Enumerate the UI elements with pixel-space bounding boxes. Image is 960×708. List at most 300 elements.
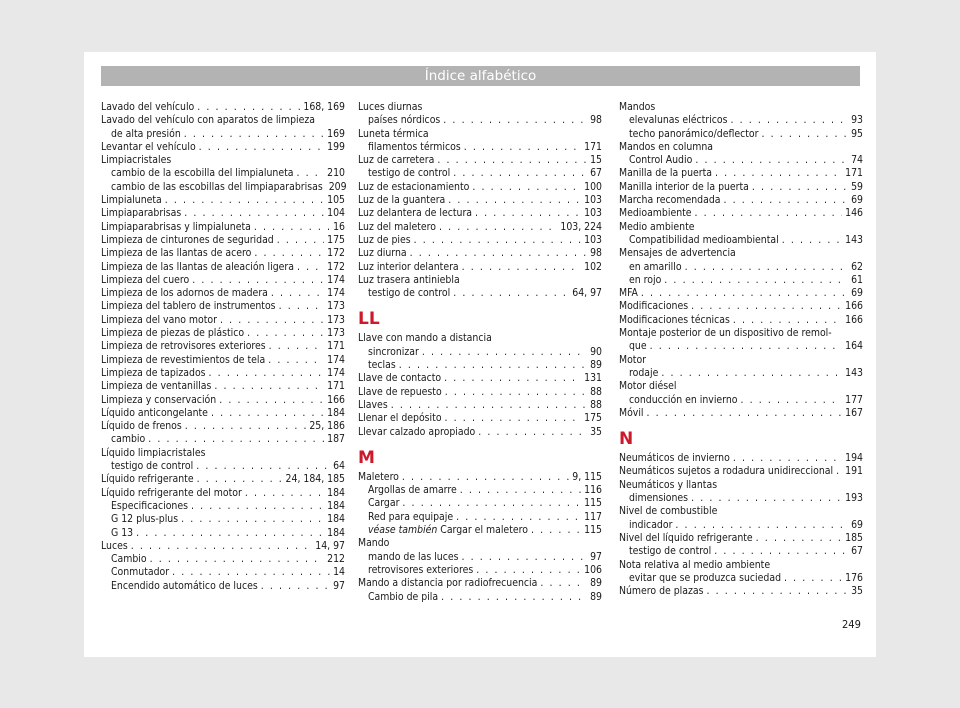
page-reference: 95: [851, 127, 863, 140]
entry-term: Modificaciones: [619, 300, 689, 313]
dot-leader: [464, 141, 581, 154]
entry-term: Neumáticos y llantas: [619, 478, 718, 491]
index-subentry: [358, 591, 602, 604]
entry-term: testigo de control: [629, 545, 712, 558]
entry-term: Mando a distancia por radiofrecuencia: [358, 577, 538, 590]
dot-leader: [782, 234, 842, 247]
letter-heading: LL: [358, 309, 380, 330]
dot-leader: [220, 314, 324, 327]
dot-leader: [172, 566, 330, 579]
dot-leader: [254, 247, 324, 260]
index-subentry: [358, 564, 602, 577]
page-reference: 89: [590, 590, 602, 603]
page-reference: 184: [327, 486, 345, 499]
page-reference: 88: [590, 385, 602, 398]
page-reference: 25, 186: [309, 420, 345, 433]
see-also-label: véase también: [368, 524, 438, 537]
dot-leader: [460, 484, 581, 497]
index-entry: [619, 287, 863, 300]
entry-term: MFA: [619, 287, 638, 300]
index-subentry: [101, 433, 345, 446]
index-entry: [619, 327, 863, 340]
dot-leader: [402, 497, 581, 510]
page-reference: 69: [851, 518, 863, 531]
index-entry: [101, 300, 345, 313]
index-subentry: [101, 553, 345, 566]
index-entry: [101, 367, 345, 380]
index-entry: [619, 194, 863, 207]
entry-term: Limpieza de los adornos de madera: [101, 287, 268, 300]
page-reference: 16: [333, 220, 345, 233]
index-entry: [358, 332, 602, 345]
dot-leader: [271, 287, 324, 300]
index-entry: [101, 340, 345, 353]
dot-leader: [441, 591, 587, 604]
dot-leader: [531, 524, 581, 537]
dot-leader: [268, 354, 324, 367]
dot-leader: [199, 141, 324, 154]
index-subentry: [358, 114, 602, 127]
index-entry: [101, 380, 345, 393]
page-reference: 67: [590, 167, 602, 180]
page-reference: 168, 169: [303, 101, 345, 113]
dot-leader: [185, 420, 307, 433]
page-reference: 115: [584, 497, 602, 510]
index-subentry: [358, 511, 602, 524]
dot-leader: [730, 114, 848, 127]
index-subentry: [101, 167, 345, 180]
dot-leader: [254, 221, 330, 234]
page-reference: 166: [845, 313, 863, 326]
index-subentry: [619, 274, 863, 287]
index-entry: [101, 540, 345, 553]
dot-leader: [472, 181, 581, 194]
index-entry: [101, 407, 345, 420]
page-reference: 174: [327, 353, 345, 366]
index-subentry: [101, 181, 345, 194]
index-column-2: [358, 101, 602, 604]
index-entry: [358, 207, 602, 220]
dot-leader: [650, 340, 843, 353]
index-entry: [101, 101, 345, 114]
dot-leader: [756, 532, 842, 545]
page-reference: 69: [851, 194, 863, 207]
entry-term: dimensiones: [629, 492, 689, 505]
page-reference: 89: [590, 577, 602, 590]
index-entry: [358, 247, 602, 260]
entry-term: Montaje posterior de un dispositivo de remol-: [619, 327, 832, 340]
page-reference: 93: [851, 114, 863, 127]
index-entry: [619, 585, 863, 598]
entry-term: Manilla de la puerta: [619, 167, 713, 180]
index-subentry: [358, 167, 602, 180]
index-entry: [358, 577, 602, 590]
page-reference: 174: [327, 287, 345, 300]
index-entry: [619, 141, 863, 154]
page-reference: 14, 97: [315, 539, 345, 552]
entry-term: cambio de las escobillas del limpiaparabrisas: [111, 180, 323, 193]
page-reference: 97: [590, 550, 602, 563]
entry-term: Mandos en columna: [619, 140, 714, 153]
letter-heading: N: [619, 429, 634, 450]
dot-leader: [150, 553, 325, 566]
index-subentry: [358, 359, 602, 372]
dot-leader: [196, 460, 330, 473]
index-entry: [101, 261, 345, 274]
index-entry: [101, 354, 345, 367]
entry-term: testigo de control: [368, 287, 451, 300]
dot-leader: [181, 513, 324, 526]
index-subentry: [101, 527, 345, 540]
page-reference: 64: [333, 460, 345, 473]
entry-term: Encendido automático de luces: [111, 579, 258, 592]
dot-leader: [784, 572, 842, 585]
entry-term: Luz del maletero: [358, 220, 437, 233]
entry-term: [368, 524, 528, 537]
entry-term: Llaves: [358, 398, 388, 411]
dot-leader: [297, 261, 324, 274]
page-reference: 9, 115: [572, 470, 602, 483]
entry-term: Llevar calzado apropiado: [358, 425, 476, 438]
entry-term: Llave de repuesto: [358, 385, 442, 398]
page-reference: 15: [590, 154, 602, 167]
dot-leader: [741, 394, 843, 407]
entry-term: Limpiaparabrisas: [101, 207, 182, 220]
index-entry: [358, 274, 602, 287]
entry-term: G 12 plus-plus: [111, 513, 179, 526]
index-entry: [101, 420, 345, 433]
page-reference: 173: [327, 313, 345, 326]
index-entry: [101, 234, 345, 247]
dot-leader: [391, 399, 587, 412]
entry-term: Luz diurna: [358, 247, 407, 260]
dot-leader: [475, 207, 581, 220]
index-entry: [358, 372, 602, 385]
page-reference: 103: [584, 194, 602, 207]
entry-term: Motor diésel: [619, 380, 677, 393]
index-entry: [358, 537, 602, 550]
entry-term: Manilla interior de la puerta: [619, 180, 749, 193]
index-subentry: [358, 551, 602, 564]
index-column-1: [101, 101, 345, 593]
index-entry: [101, 194, 345, 207]
index-entry: [619, 181, 863, 194]
entry-term: Neumáticos de invierno: [619, 452, 730, 465]
dot-leader: [444, 372, 581, 385]
entry-term: Mensajes de advertencia: [619, 247, 736, 260]
page-reference: 116: [584, 484, 602, 497]
entry-term: G 13: [111, 526, 134, 539]
index-entry: [619, 407, 863, 420]
page-reference: 90: [590, 345, 602, 358]
entry-term: Medioambiente: [619, 207, 692, 220]
entry-term: Especificaciones: [111, 499, 188, 512]
entry-term: Luz de carretera: [358, 154, 435, 167]
index-entry: [619, 559, 863, 572]
dot-leader: [399, 359, 587, 372]
entry-term: Limpiacristales: [101, 154, 172, 167]
dot-leader: [695, 154, 848, 167]
index-entry: [358, 426, 602, 439]
dot-leader: [685, 261, 849, 274]
entry-term: Luz trasera antiniebla: [358, 273, 460, 286]
page-reference: 61: [851, 273, 863, 286]
dot-leader: [478, 426, 587, 439]
page-reference: 102: [584, 260, 602, 273]
entry-term: indicador: [629, 518, 673, 531]
entry-term: Mando: [358, 537, 390, 550]
entry-term: Cargar: [368, 497, 400, 510]
page-reference: 166: [845, 300, 863, 313]
dot-leader: [647, 407, 843, 420]
index-subentry: [619, 394, 863, 407]
page-reference: 89: [590, 359, 602, 372]
page-reference: 104: [327, 207, 345, 220]
entry-term: Limpieza de ventanillas: [101, 380, 212, 393]
entry-term: cambio de la escobilla del limpialuneta: [111, 167, 294, 180]
index-entry: [619, 167, 863, 180]
entry-term: filamentos térmicos: [368, 140, 461, 153]
dot-leader: [462, 261, 582, 274]
entry-term: Luz de pies: [358, 233, 411, 246]
dot-leader: [131, 540, 313, 553]
dot-leader: [296, 167, 324, 180]
entry-term: Móvil: [619, 406, 644, 419]
index-entry: [358, 261, 602, 274]
page-reference: 164: [845, 340, 863, 353]
index-entry: [358, 101, 602, 114]
page-reference: 97: [333, 579, 345, 592]
dot-leader: [247, 327, 324, 340]
entry-term: en rojo: [629, 273, 662, 286]
dot-leader: [279, 300, 325, 313]
entry-term: Motor: [619, 353, 647, 366]
entry-term: Limpieza y conservación: [101, 393, 217, 406]
page-reference: 184: [327, 406, 345, 419]
page-reference: 199: [327, 140, 345, 153]
dot-leader: [443, 114, 587, 127]
page-reference: 35: [851, 585, 863, 598]
entry-term: que: [629, 340, 647, 353]
page-reference: 184: [327, 513, 345, 526]
entry-term: Maletero: [358, 470, 399, 483]
dot-leader: [540, 577, 587, 590]
index-entry: [101, 473, 345, 486]
entry-term: Luces: [101, 539, 128, 552]
index-entry: [358, 194, 602, 207]
page-reference: 172: [327, 260, 345, 273]
index-subentry: [358, 287, 602, 300]
index-entry: [358, 399, 602, 412]
page-reference: 171: [327, 380, 345, 393]
entry-term: Neumáticos sujetos a rodadura unidireccional: [619, 465, 834, 478]
dot-leader: [836, 465, 842, 478]
dot-leader: [462, 551, 588, 564]
index-entry: [619, 101, 863, 114]
entry-term: Limpieza de revestimientos de tela: [101, 353, 266, 366]
page-reference: 98: [590, 247, 602, 260]
page-reference: 171: [584, 140, 602, 153]
index-entry: [101, 487, 345, 500]
page-reference: 74: [851, 154, 863, 167]
entry-term: Líquido limpiacristales: [101, 446, 206, 459]
page-reference: 174: [327, 273, 345, 286]
page-reference: 166: [327, 393, 345, 406]
dot-leader: [277, 234, 324, 247]
dot-leader: [197, 101, 300, 114]
entry-term: Limpieza de las llantas de acero: [101, 247, 252, 260]
dot-leader: [707, 585, 849, 598]
entry-term: países nórdicos: [368, 114, 441, 127]
index-entry: [619, 532, 863, 545]
index-entry: [101, 447, 345, 460]
entry-term: teclas: [368, 359, 396, 372]
index-subentry: [101, 580, 345, 593]
dot-leader: [165, 194, 324, 207]
index-entry: [358, 154, 602, 167]
page-reference: 88: [590, 398, 602, 411]
entry-term: sincronizar: [368, 345, 419, 358]
index-subentry: [101, 566, 345, 579]
dot-leader: [437, 154, 587, 167]
entry-term: Limpieza de tapizados: [101, 366, 206, 379]
entry-term: Red para equipaje: [368, 510, 454, 523]
dot-leader: [675, 519, 848, 532]
page-reference: 174: [327, 366, 345, 379]
index-subentry: [619, 492, 863, 505]
dot-leader: [245, 487, 324, 500]
dot-leader: [733, 452, 842, 465]
dot-leader: [752, 181, 848, 194]
dot-leader: [733, 314, 842, 327]
index-entry: [101, 207, 345, 220]
dot-leader: [724, 194, 849, 207]
index-entry: [619, 452, 863, 465]
entry-term: Argollas de amarre: [368, 484, 457, 497]
entry-term: Llenar el depósito: [358, 412, 442, 425]
entry-term: Limpieza de cinturones de seguridad: [101, 233, 274, 246]
entry-term: Cambio de pila: [368, 590, 439, 603]
page-reference: 171: [327, 340, 345, 353]
page-reference: 100: [584, 180, 602, 193]
entry-term: Llave de contacto: [358, 372, 442, 385]
entry-term: Nivel de combustible: [619, 505, 718, 518]
page-reference: 209: [328, 180, 347, 193]
dot-leader: [691, 492, 842, 505]
entry-term: Compatibilidad medioambiental: [629, 233, 779, 246]
page-reference: 115: [584, 524, 602, 537]
entry-term: Luz de estacionamiento: [358, 180, 470, 193]
dot-leader: [641, 287, 848, 300]
page-reference: 103: [584, 207, 602, 220]
entry-term: Líquido de frenos: [101, 420, 182, 433]
index-entry: [619, 465, 863, 478]
page-reference: 64, 97: [572, 287, 602, 300]
dot-leader: [456, 511, 581, 524]
index-entry: [358, 471, 602, 484]
entry-term: Nivel del líquido refrigerante: [619, 531, 753, 544]
page-reference: 14: [333, 566, 345, 579]
dot-leader: [209, 367, 325, 380]
entry-term: Lavado del vehículo: [101, 101, 195, 113]
page-reference: 175: [327, 233, 345, 246]
index-subentry: [101, 500, 345, 513]
page-reference: 146: [845, 207, 863, 220]
index-entry: [358, 386, 602, 399]
dot-leader: [219, 394, 324, 407]
page-reference: 69: [851, 287, 863, 300]
index-entry: [358, 181, 602, 194]
dot-leader: [445, 412, 582, 425]
entry-term: Limpieza del tablero de instrumentos: [101, 300, 276, 313]
page-reference: 103: [584, 233, 602, 246]
index-subentry: [358, 484, 602, 497]
page-reference: 143: [845, 233, 863, 246]
entry-term: Levantar el vehículo: [101, 140, 196, 153]
index-subentry: [101, 128, 345, 141]
page-reference: 103, 224: [560, 220, 602, 233]
entry-term: elevalunas eléctricos: [629, 114, 728, 127]
entry-term: cambio: [111, 433, 146, 446]
entry-term: Llave con mando a distancia: [358, 332, 492, 345]
index-entry: [619, 314, 863, 327]
dot-leader: [184, 128, 324, 141]
page-reference: 184: [327, 526, 345, 539]
index-subentry: [619, 234, 863, 247]
index-subentry: [358, 141, 602, 154]
entry-term: Limpialuneta: [101, 194, 162, 207]
entry-term: evitar que se produzca suciedad: [629, 571, 782, 584]
entry-term: Mandos: [619, 101, 656, 113]
dot-leader: [211, 407, 324, 420]
page-reference: 131: [584, 372, 602, 385]
dot-leader: [445, 386, 587, 399]
dot-leader: [414, 234, 582, 247]
entry-term: Limpieza de las llantas de aleación ligera: [101, 260, 294, 273]
dot-leader: [197, 473, 283, 486]
index-entry: [619, 479, 863, 492]
index-entry: [101, 314, 345, 327]
page-reference: 169: [327, 127, 345, 140]
page-number: 249: [842, 618, 861, 631]
dot-leader: [695, 207, 843, 220]
index-entry: [619, 207, 863, 220]
page-reference: 194: [845, 452, 863, 465]
index-subentry: [619, 128, 863, 141]
entry-term: Líquido anticongelante: [101, 406, 208, 419]
index-subentry: [619, 519, 863, 532]
index-entry: [101, 141, 345, 154]
page-reference: 172: [327, 247, 345, 260]
entry-term: Luz de la guantera: [358, 194, 446, 207]
entry-term: Limpieza del vano motor: [101, 313, 217, 326]
dot-leader: [664, 274, 848, 287]
entry-term: Luz interior delantera: [358, 260, 459, 273]
index-entry: [101, 221, 345, 234]
index-entry: [619, 300, 863, 313]
dot-leader: [410, 247, 587, 260]
dot-leader: [261, 580, 330, 593]
page-reference: 185: [845, 531, 863, 544]
dot-leader: [453, 287, 569, 300]
dot-leader: [136, 527, 324, 540]
dot-leader: [714, 545, 848, 558]
entry-term: Lavado del vehículo con aparatos de limpieza: [101, 114, 316, 127]
see-also-target: Cargar el maletero: [437, 524, 528, 537]
dot-leader: [715, 167, 842, 180]
page-reference: 210: [327, 167, 345, 180]
entry-term: Líquido refrigerante: [101, 473, 194, 486]
